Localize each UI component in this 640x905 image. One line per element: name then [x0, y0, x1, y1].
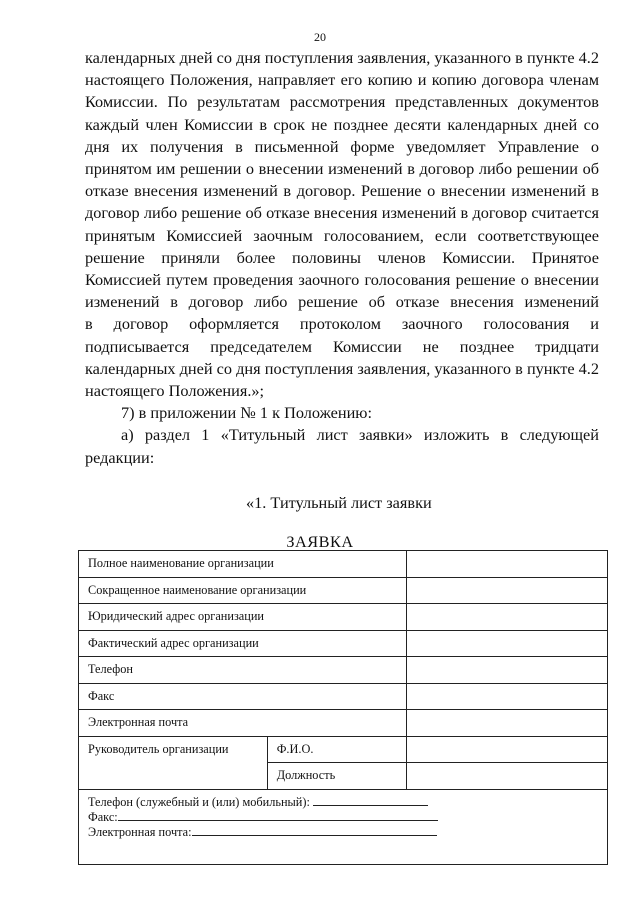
contact-fax-line	[88, 809, 607, 824]
field-label: Юридический адрес организации	[79, 604, 407, 631]
table-row	[79, 710, 608, 737]
table-row	[79, 736, 608, 763]
contact-phone-line	[88, 794, 607, 809]
text-line: отказе внесения изменений в договор. Решение о внесении изменений в	[85, 181, 599, 201]
table-row	[79, 683, 608, 710]
field-value[interactable]	[406, 710, 608, 737]
text-line: принятым Комиссией заочным голосованием, если соответствующее	[85, 225, 599, 245]
contact-email-line	[88, 824, 607, 839]
contact-phone-label: Телефон (служебный и (или) мобильный):	[88, 794, 310, 809]
table-row	[79, 789, 608, 864]
contact-phone-blank[interactable]	[313, 794, 428, 806]
text-line: решение приняли более половины членов Комиссии. Принятое	[85, 247, 599, 267]
table-row	[79, 577, 608, 604]
field-label: Фактический адрес организации	[79, 630, 407, 657]
field-label: Телефон	[79, 657, 407, 684]
head-fio-value[interactable]	[406, 736, 608, 763]
field-label: Электронная почта	[79, 710, 407, 737]
text-line: Комиссией путем проведения заочного голосования решение о внесении	[85, 270, 599, 290]
field-value[interactable]	[406, 630, 608, 657]
contact-fax-blank[interactable]	[118, 809, 438, 821]
head-position-value[interactable]	[406, 763, 608, 790]
text-line: изменений в договор либо решение об отказе внесения изменений	[85, 292, 599, 312]
table-row	[79, 657, 608, 684]
contact-fax-label: Факс:	[88, 809, 118, 824]
field-label: Сокращенное наименование организации	[79, 577, 407, 604]
text-line: подписывается председателем Комиссии не позднее тридцати	[85, 336, 599, 356]
text-line: настоящего Положения, направляет его копию и копию договора членам	[85, 70, 599, 90]
head-label: Руководитель организации	[79, 736, 268, 789]
field-value[interactable]	[406, 551, 608, 578]
body-text	[85, 47, 599, 469]
field-value[interactable]	[406, 604, 608, 631]
text-line: в договор оформляется протоколом заочного голосования и	[85, 314, 599, 334]
text-line: договор либо решение об отказе внесения изменений в договор считается	[85, 203, 599, 223]
text-line: каждый член Комиссии в срок не позднее десяти календарных дней со	[85, 114, 599, 134]
field-label: Факс	[79, 683, 407, 710]
text-line: календарных дней со дня поступления заявления, указанного в пункте 4.2	[85, 48, 599, 67]
table-row	[79, 604, 608, 631]
section-title: «1. Титульный лист заявки	[246, 493, 432, 512]
head-fio-label: Ф.И.О.	[267, 736, 406, 763]
text-line: Комиссии. По результатам рассмотрения представленных документов	[85, 92, 599, 112]
contact-email-label: Электронная почта:	[88, 824, 192, 839]
text-line: принятом им решении о внесении изменений в договор либо решении об	[85, 159, 599, 179]
field-label: Полное наименование организации	[79, 551, 407, 578]
text-line: календарных дней со дня поступления заявления, указанного в пункте 4.2	[85, 358, 599, 378]
item-7a-continued: редакции:	[85, 447, 155, 467]
contact-block	[79, 789, 608, 864]
item-7: 7) в приложении № 1 к Положению:	[121, 403, 372, 423]
field-value[interactable]	[406, 577, 608, 604]
field-value[interactable]	[406, 657, 608, 684]
application-form-table	[78, 550, 608, 865]
page-number: 20	[314, 30, 326, 44]
table-row	[79, 630, 608, 657]
field-value[interactable]	[406, 683, 608, 710]
item-7a: а) раздел 1 «Титульный лист заявки» изложить в следующей	[121, 425, 599, 445]
form-heading: ЗАЯВКА	[286, 532, 354, 551]
text-line: дня их получения в письменной форме уведомляет Управление о	[85, 136, 599, 156]
contact-email-blank[interactable]	[192, 824, 437, 836]
text-line: настоящего Положения.»;	[85, 381, 265, 401]
table-row	[79, 551, 608, 578]
head-position-label: Должность	[267, 763, 406, 790]
